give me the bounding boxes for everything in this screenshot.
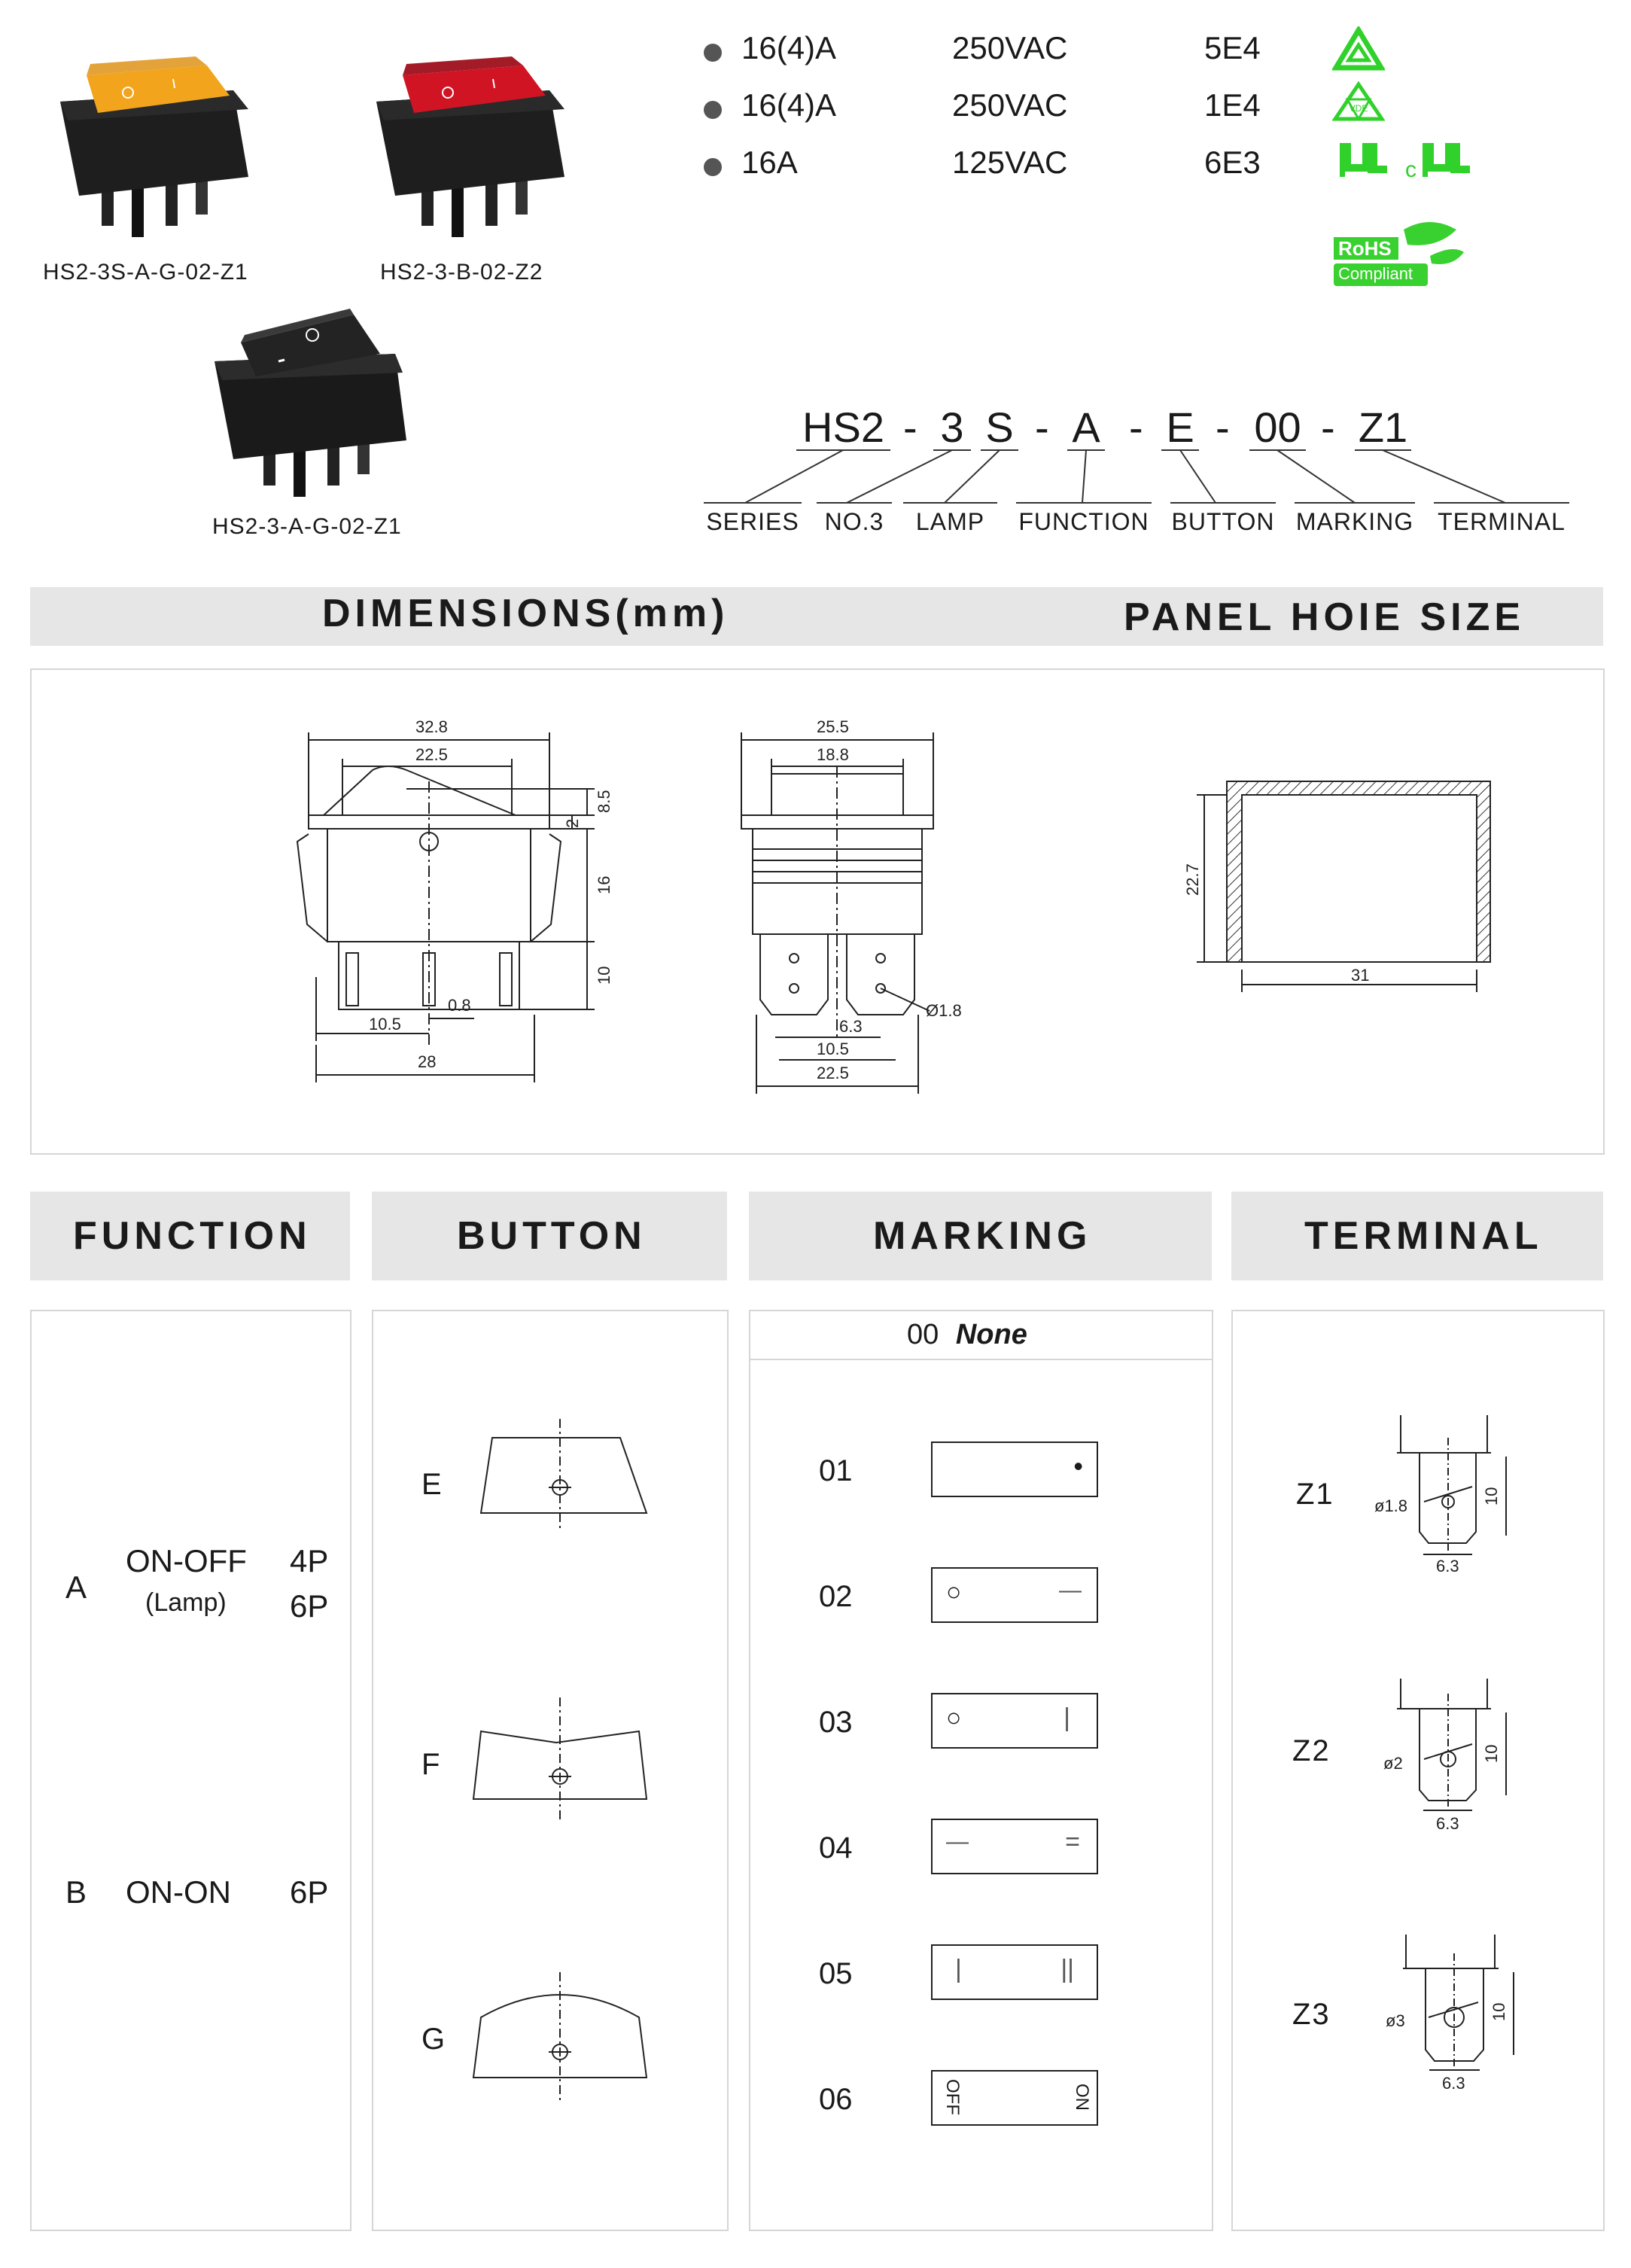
code-part-no: 3 bbox=[940, 403, 964, 451]
marking-right-symbol: || bbox=[1060, 1955, 1074, 1983]
rating-current: 16A bbox=[741, 145, 798, 180]
side-view-drawing bbox=[741, 717, 962, 1094]
terminal-z2-label: Z2 bbox=[1292, 1734, 1331, 1767]
marking-left-symbol: | bbox=[955, 1955, 962, 1983]
function-b-code: B bbox=[65, 1874, 87, 1910]
part-code-leader-lines bbox=[0, 0, 1631, 542]
code-dash: - bbox=[1321, 403, 1335, 451]
product-caption-2: HS2-3-B-02-Z2 bbox=[380, 260, 543, 285]
marking-divider bbox=[750, 1359, 1212, 1360]
terminal-z2-hole: ø2 bbox=[1383, 1754, 1403, 1773]
function-panel bbox=[30, 1310, 351, 2231]
code-part-terminal: Z1 bbox=[1358, 403, 1408, 451]
marking-box-05 bbox=[931, 1944, 1098, 2000]
marking-code-01: 01 bbox=[819, 1454, 853, 1487]
code-label-button: BUTTON bbox=[1171, 508, 1275, 535]
dim-side-t-width: 6.3 bbox=[839, 1017, 863, 1036]
marking-box-03 bbox=[931, 1693, 1098, 1749]
function-a-pins-6p: 6P bbox=[290, 1588, 329, 1624]
code-dash: - bbox=[903, 403, 917, 451]
cul-c-label: c bbox=[1405, 157, 1416, 182]
marking-right-symbol: — bbox=[1059, 1578, 1082, 1603]
terminal-z3-drawing bbox=[1386, 1935, 1514, 2093]
dimension-drawings bbox=[30, 668, 1603, 1154]
marking-left-symbol: ○ bbox=[946, 1703, 962, 1732]
svg-text:VDE: VDE bbox=[1349, 103, 1368, 114]
dim-front-t-pitch: 10.5 bbox=[369, 1015, 401, 1034]
marking-right-symbol: = bbox=[1065, 1828, 1080, 1856]
dim-front-t-width: 0.8 bbox=[448, 996, 471, 1015]
terminal-z1-hole: ø1.8 bbox=[1374, 1496, 1408, 1515]
marking-left-symbol: OFF bbox=[942, 2079, 963, 2115]
code-part-marking: 00 bbox=[1254, 403, 1301, 451]
button-e-label: E bbox=[421, 1468, 442, 1501]
dim-side-hole: Ø1.8 bbox=[926, 1001, 962, 1020]
marking-left-symbol: ○ bbox=[946, 1578, 962, 1606]
marking-code-02: 02 bbox=[819, 1580, 853, 1613]
code-label-no: NO.3 bbox=[824, 508, 884, 535]
marking-code-06: 06 bbox=[819, 2083, 853, 2116]
code-dash: - bbox=[1129, 403, 1143, 451]
terminal-z1-label: Z1 bbox=[1296, 1478, 1334, 1511]
code-dash: - bbox=[1216, 403, 1230, 451]
rating-current: 16(4)A bbox=[741, 30, 837, 65]
marking-none-row bbox=[907, 1319, 1027, 1351]
dim-front-w-base: 28 bbox=[418, 1052, 437, 1071]
code-label-marking: MARKING bbox=[1295, 508, 1414, 535]
dim-panel-w: 31 bbox=[1351, 966, 1370, 985]
marking-left-symbol: — bbox=[946, 1829, 969, 1854]
terminal-title: TERMINAL bbox=[1304, 1214, 1543, 1258]
function-title: FUNCTION bbox=[73, 1214, 312, 1258]
front-view-drawing bbox=[297, 717, 613, 1082]
terminal-z2-drawing bbox=[1383, 1679, 1506, 1833]
button-f-shape bbox=[473, 1697, 647, 1822]
button-g-label: G bbox=[421, 2023, 446, 2056]
dim-side-w-base: 22.5 bbox=[817, 1064, 849, 1082]
function-a-sub: (Lamp) bbox=[145, 1588, 227, 1617]
marking-code-03: 03 bbox=[819, 1706, 853, 1739]
dim-side-w-inner: 18.8 bbox=[817, 745, 849, 764]
rating-voltage: 250VAC bbox=[952, 87, 1068, 123]
dim-side-w-outer: 25.5 bbox=[817, 717, 849, 736]
rating-current: 16(4)A bbox=[741, 87, 837, 123]
terminal-z3-width: 6.3 bbox=[1442, 2074, 1465, 2093]
dim-panel-h: 22.7 bbox=[1183, 863, 1202, 896]
marking-right-symbol: • bbox=[1073, 1451, 1083, 1481]
rating-cycles: 6E3 bbox=[1204, 145, 1261, 180]
terminal-z3-label: Z3 bbox=[1292, 1998, 1331, 2031]
code-part-lamp: S bbox=[985, 403, 1014, 451]
product-caption-1: HS2-3S-A-G-02-Z1 bbox=[43, 260, 248, 285]
dim-front-w-rocker: 22.5 bbox=[415, 745, 448, 764]
code-label-lamp: LAMP bbox=[915, 508, 985, 535]
terminal-z3-hole: ø3 bbox=[1386, 2011, 1405, 2030]
marking-box-02 bbox=[931, 1567, 1098, 1623]
dim-side-t-pitch: 10.5 bbox=[817, 1040, 849, 1058]
terminal-drawings bbox=[1231, 1310, 1602, 2228]
marking-box-06 bbox=[931, 2070, 1098, 2126]
dim-front-h-top: 8.5 bbox=[595, 790, 613, 813]
function-a-name: ON-OFF bbox=[126, 1543, 247, 1578]
rating-voltage: 250VAC bbox=[952, 30, 1068, 65]
terminal-z1-drawing bbox=[1374, 1415, 1506, 1575]
rating-cycles: 1E4 bbox=[1204, 87, 1261, 123]
marking-right-symbol: ON bbox=[1072, 2084, 1092, 2111]
marking-box-04 bbox=[931, 1819, 1098, 1874]
panel-hole-title: PANEL HOIE SIZE bbox=[1124, 595, 1526, 639]
dim-front-h-step: 2 bbox=[563, 818, 582, 828]
button-title: BUTTON bbox=[457, 1214, 647, 1258]
function-b-name: ON-ON bbox=[126, 1874, 231, 1910]
function-a-pins-4p: 4P bbox=[290, 1543, 329, 1578]
terminal-z1-width: 6.3 bbox=[1436, 1557, 1459, 1575]
rating-cycles: 5E4 bbox=[1204, 30, 1261, 65]
marking-none-code: 00 bbox=[907, 1319, 939, 1350]
marking-code-04: 04 bbox=[819, 1831, 853, 1865]
terminal-z3-height: 10 bbox=[1490, 2002, 1508, 2021]
marking-title: MARKING bbox=[873, 1214, 1092, 1258]
code-part-button: E bbox=[1166, 403, 1194, 451]
terminal-z2-height: 10 bbox=[1482, 1744, 1501, 1763]
function-b-pins-6p: 6P bbox=[290, 1874, 329, 1910]
marking-right-symbol: | bbox=[1063, 1703, 1070, 1732]
code-dash: - bbox=[1035, 403, 1049, 451]
marking-none-label: None bbox=[955, 1319, 1027, 1350]
panel-hole-drawing bbox=[1183, 781, 1490, 992]
product-caption-3: HS2-3-A-G-02-Z1 bbox=[212, 514, 402, 539]
marking-code-05: 05 bbox=[819, 1957, 853, 1990]
marking-box-01 bbox=[931, 1441, 1098, 1497]
dim-front-h-body: 16 bbox=[595, 875, 613, 894]
button-g-shape bbox=[473, 1972, 647, 2100]
button-e-shape bbox=[481, 1419, 647, 1532]
dim-front-h-term: 10 bbox=[595, 966, 613, 985]
terminal-z1-height: 10 bbox=[1482, 1487, 1501, 1505]
code-part-series: HS2 bbox=[802, 403, 884, 451]
rohs-subtitle: Compliant bbox=[1338, 264, 1413, 283]
button-f-label: F bbox=[421, 1748, 440, 1781]
dim-front-w-outer: 32.8 bbox=[415, 717, 448, 736]
dimensions-title: DIMENSIONS(mm) bbox=[322, 592, 729, 635]
rohs-title: RoHS bbox=[1338, 237, 1392, 260]
rating-voltage: 125VAC bbox=[952, 145, 1068, 180]
code-label-series: SERIES bbox=[706, 508, 799, 535]
terminal-z2-width: 6.3 bbox=[1436, 1814, 1459, 1833]
code-label-function: FUNCTION bbox=[1018, 508, 1149, 535]
button-shapes bbox=[372, 1310, 726, 2228]
code-label-terminal: TERMINAL bbox=[1438, 508, 1566, 535]
function-a-code: A bbox=[65, 1569, 87, 1605]
code-part-function: A bbox=[1072, 403, 1100, 451]
